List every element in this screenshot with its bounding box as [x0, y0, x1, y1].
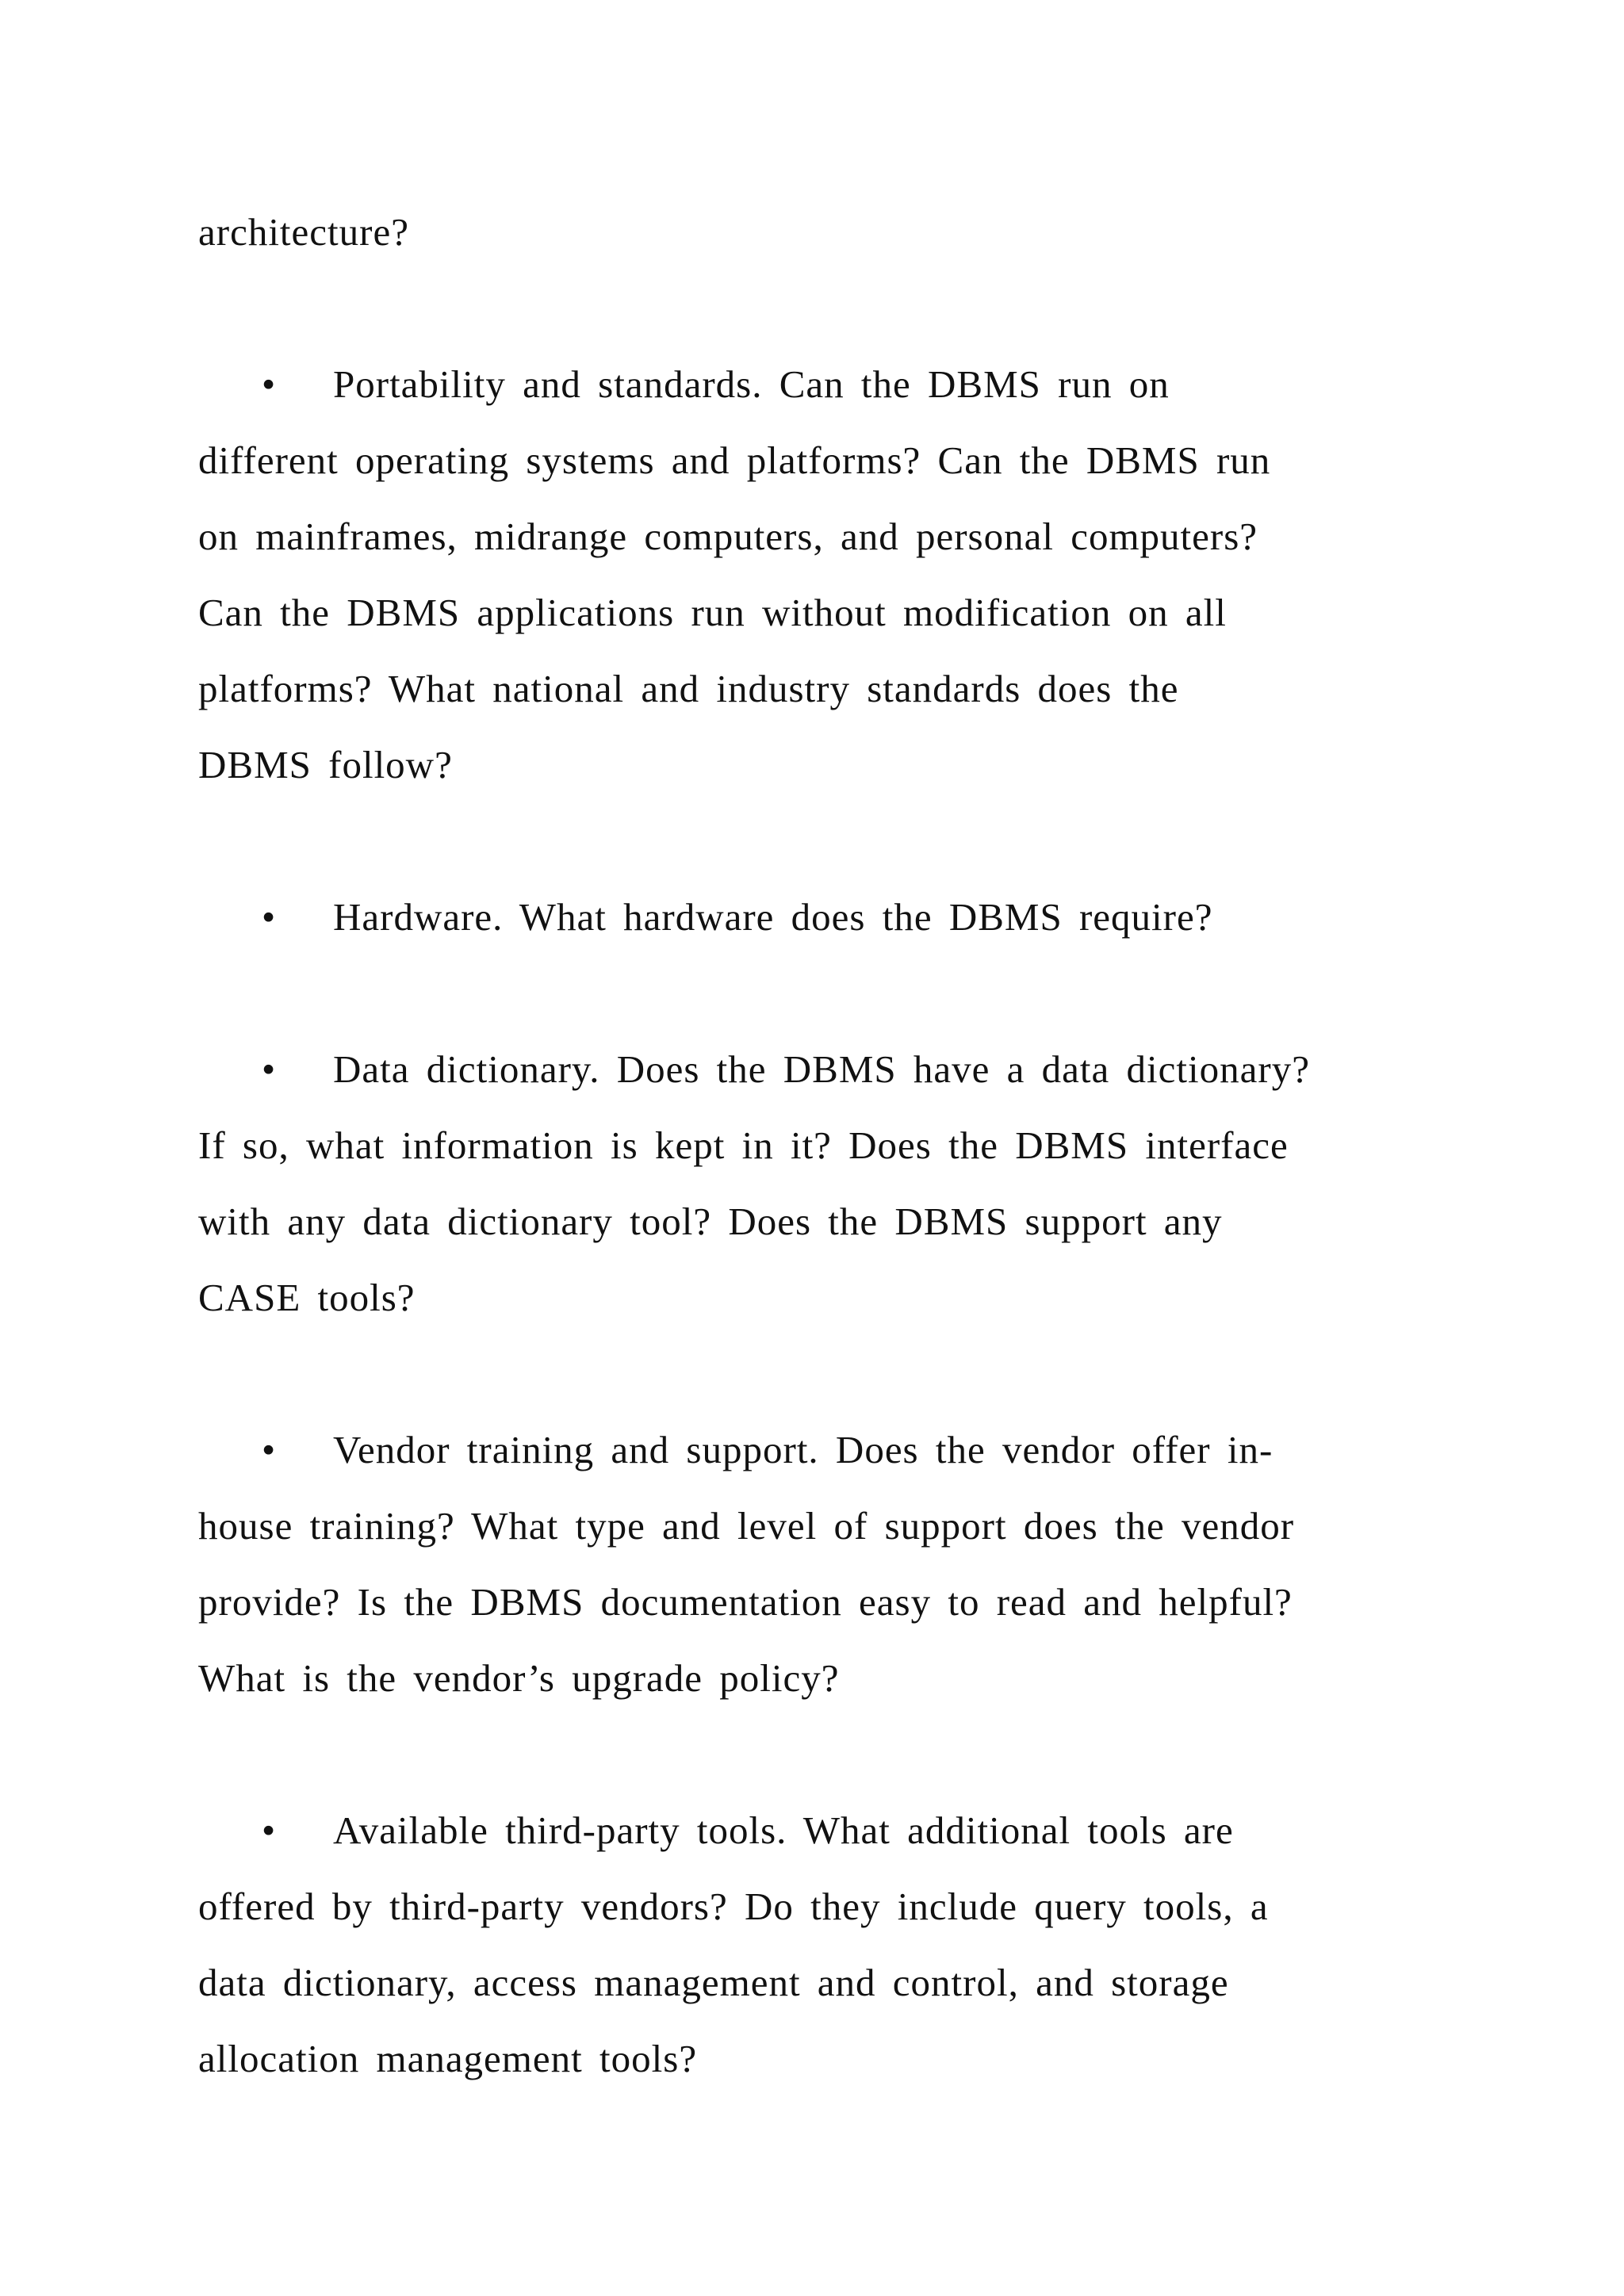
- list-item-text: platforms? What national and industry standards does the: [198, 667, 1179, 710]
- list-item-first-line: [198, 1793, 1435, 1869]
- list-item-text: different operating systems and platforms? Can the DBMS run: [198, 438, 1271, 482]
- list-item-text: DBMS follow?: [198, 743, 453, 786]
- list-item-vendor-training: [198, 1412, 1435, 1716]
- bullet-icon: •: [262, 1428, 277, 1471]
- list-item-third-party-tools: [198, 1793, 1435, 2097]
- list-item-text: provide? Is the DBMS documentation easy to read and helpful?: [198, 1580, 1293, 1624]
- list-item-text: Available third-party tools. What additional tools are: [333, 1808, 1234, 1852]
- list-item-text: offered by third-party vendors? Do they include query tools, a: [198, 1885, 1269, 1928]
- list-item-text: with any data dictionary tool? Does the DBMS support any: [198, 1200, 1223, 1243]
- list-item-text: on mainframes, midrange computers, and personal computers?: [198, 515, 1258, 558]
- list-item-portability: [198, 346, 1435, 803]
- document-body: [198, 194, 1435, 2097]
- bullet-icon: •: [262, 1808, 277, 1852]
- continued-text-line: architecture?: [198, 210, 409, 254]
- list-item-first-line: [198, 346, 1435, 423]
- list-item-text: Can the DBMS applications run without modification on all: [198, 591, 1227, 634]
- list-item-text: If so, what information is kept in it? Does the DBMS interface: [198, 1123, 1289, 1167]
- list-item-text: Data dictionary. Does the DBMS have a data dictionary?: [333, 1047, 1310, 1091]
- list-item-text: allocation management tools?: [198, 2037, 698, 2080]
- bullet-icon: •: [262, 895, 277, 939]
- list-item-first-line: [198, 1412, 1435, 1488]
- list-item-first-line: [198, 1031, 1435, 1108]
- list-item-text: Vendor training and support. Does the vendor offer in-: [333, 1428, 1274, 1471]
- list-item-text: What is the vendor’s upgrade policy?: [198, 1656, 840, 1700]
- list-item-text: data dictionary, access management and control, and storage: [198, 1961, 1229, 2004]
- list-item-text: Portability and standards. Can the DBMS run on: [333, 362, 1170, 406]
- bullet-icon: •: [262, 1047, 277, 1091]
- bullet-icon: •: [262, 362, 277, 406]
- list-item-hardware: [198, 879, 1435, 955]
- list-item-text: CASE tools?: [198, 1276, 416, 1319]
- list-item-data-dictionary: [198, 1031, 1435, 1336]
- list-item-text: Hardware. What hardware does the DBMS require?: [333, 895, 1213, 939]
- list-item-first-line: [198, 879, 1435, 955]
- list-item-text: house training? What type and level of support does the vendor: [198, 1504, 1295, 1548]
